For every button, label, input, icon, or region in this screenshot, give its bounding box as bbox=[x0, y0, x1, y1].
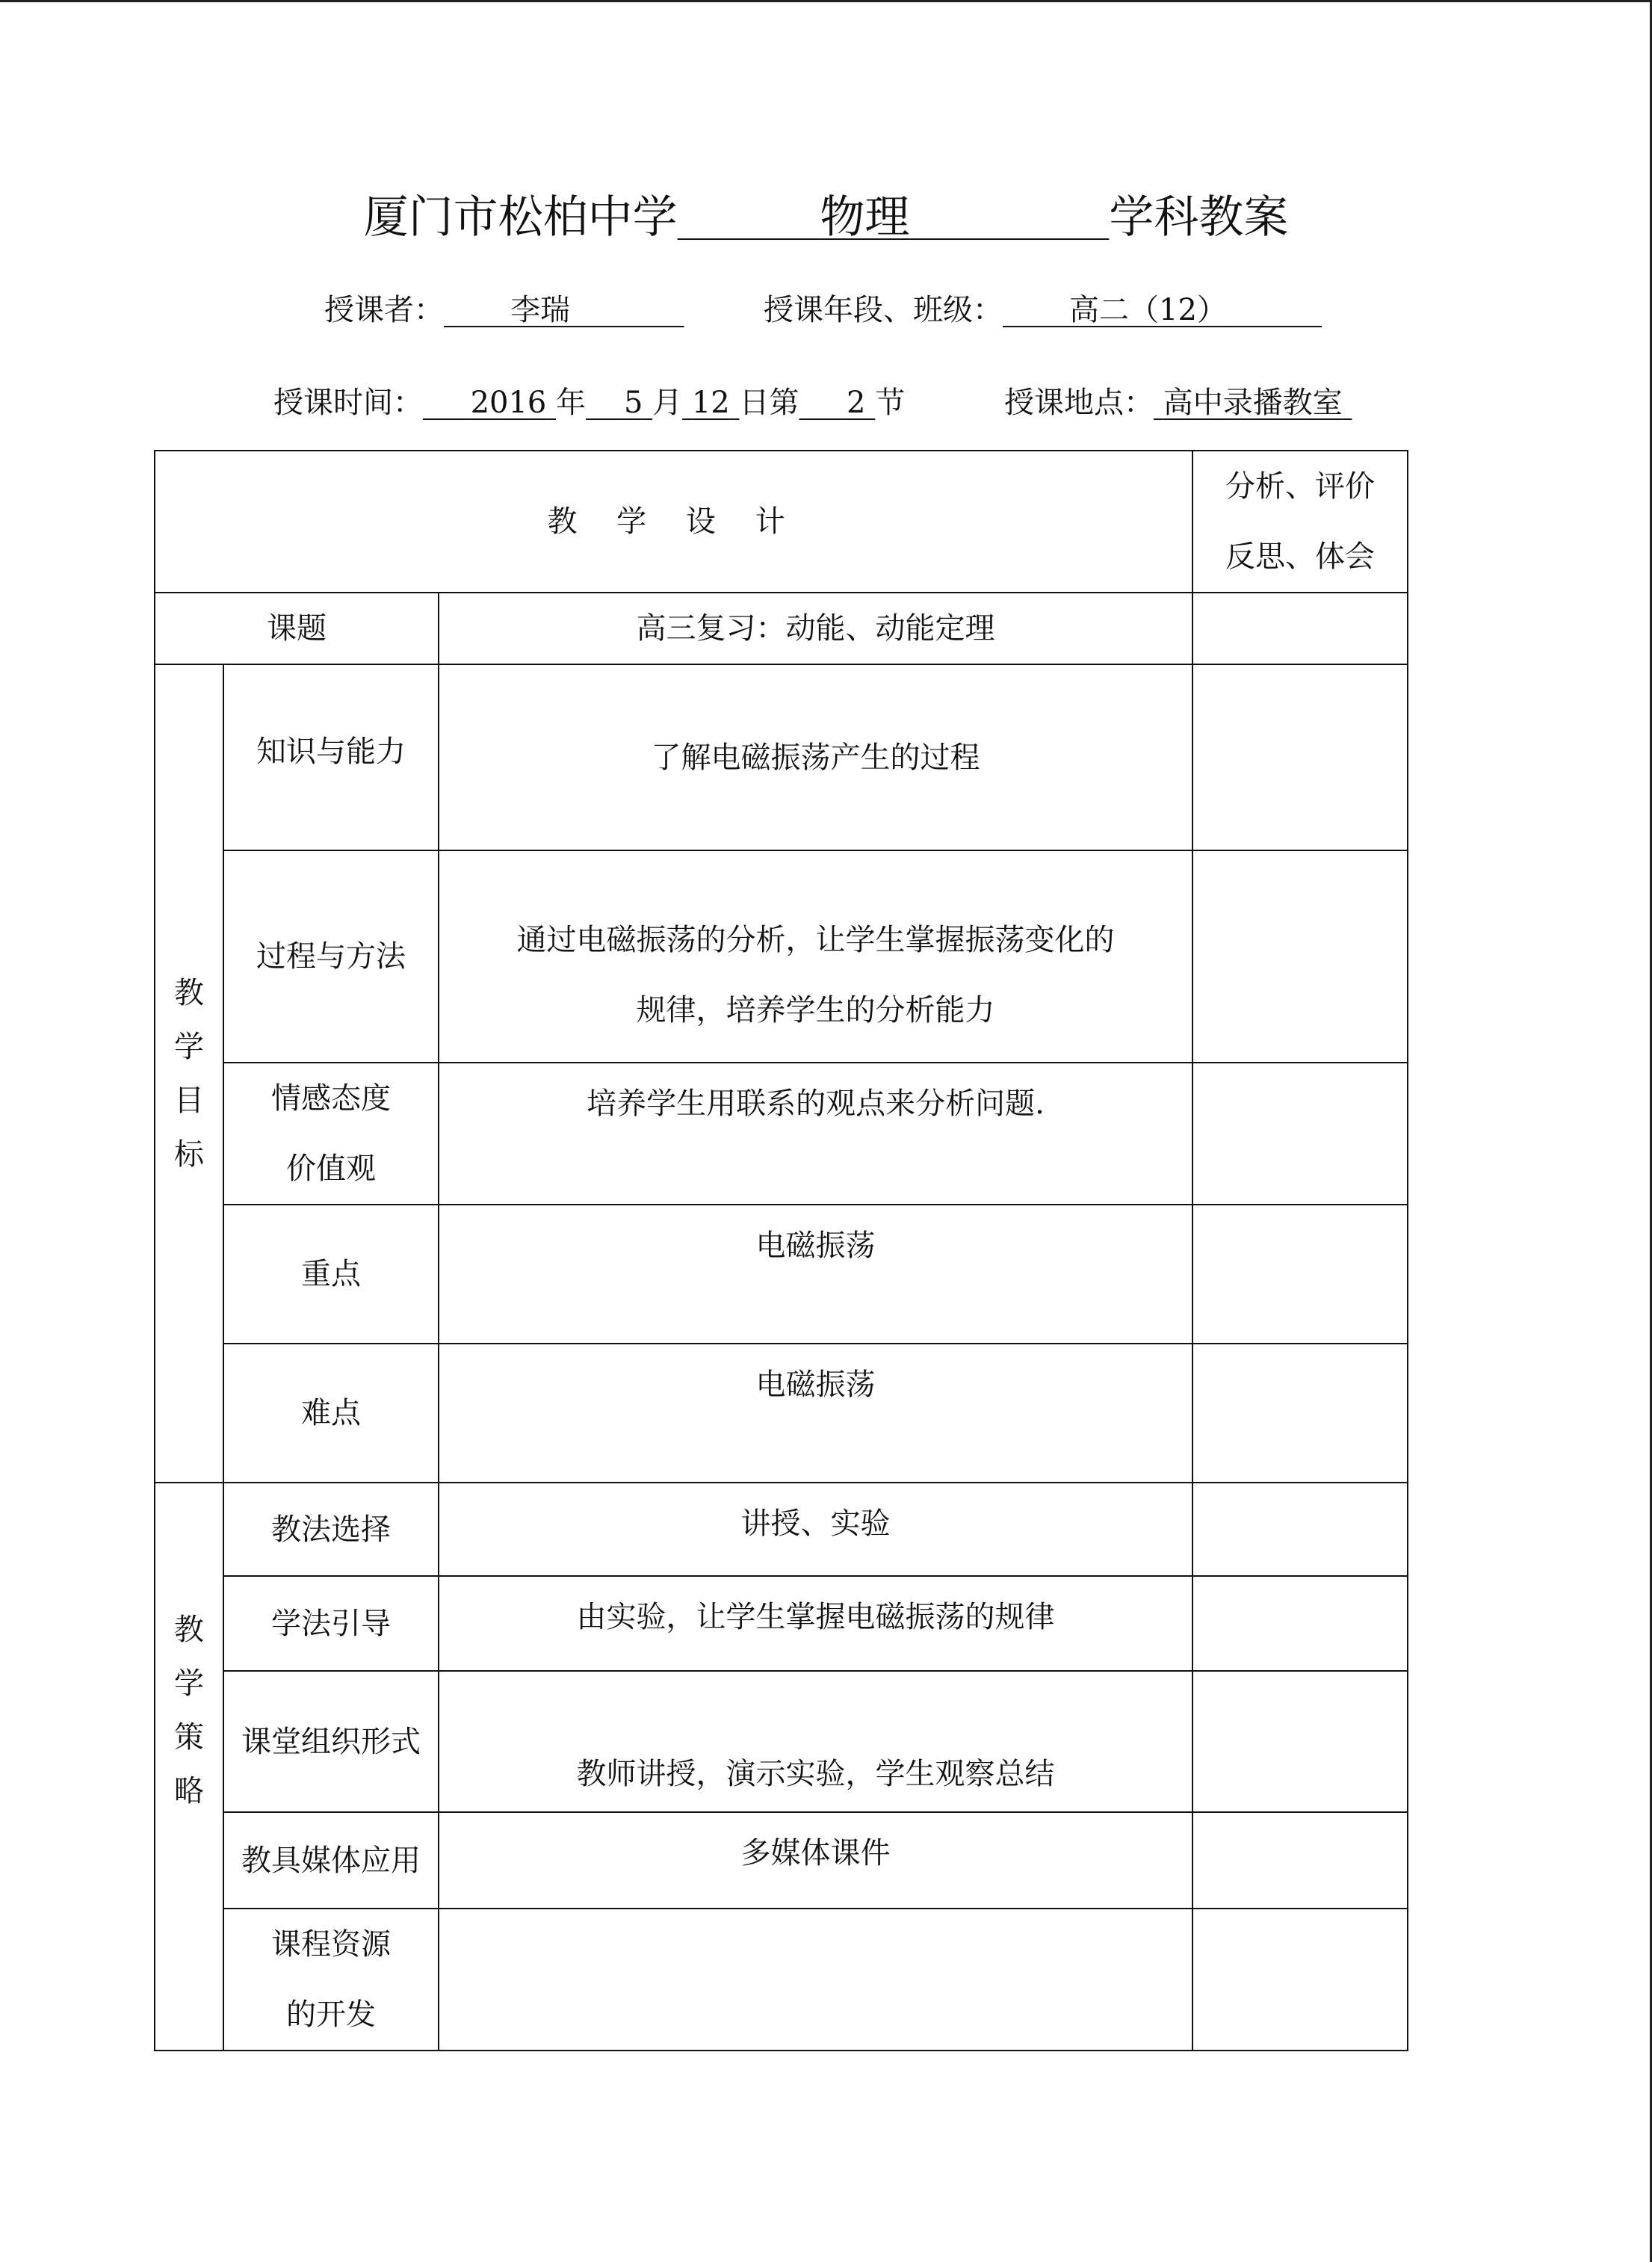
day-blank bbox=[682, 386, 739, 420]
process-value-line2: 规律，培养学生的分析能力 bbox=[636, 993, 995, 1028]
design-header: 教 学 设 计 bbox=[155, 451, 1192, 593]
resources-value bbox=[439, 1909, 1192, 2051]
location: 高中录播教室 bbox=[1163, 386, 1343, 420]
strategy-method-row bbox=[155, 1483, 1408, 1576]
difficulty-label: 难点 bbox=[223, 1344, 439, 1483]
table-header-row bbox=[155, 451, 1408, 593]
grade-label: 授课年段、班级： bbox=[764, 293, 1003, 327]
resources-review-cell bbox=[1192, 1909, 1408, 2051]
goal-attitude-row bbox=[155, 1063, 1408, 1205]
goal-knowledge-row bbox=[155, 664, 1408, 850]
time-field bbox=[273, 383, 905, 423]
time-label: 授课时间： bbox=[273, 386, 423, 420]
month-blank bbox=[586, 386, 652, 420]
difficulty-row bbox=[155, 1344, 1408, 1483]
key-point-label: 重点 bbox=[223, 1205, 439, 1344]
media-review-cell bbox=[1192, 1812, 1408, 1909]
attitude-label-line2: 价值观 bbox=[286, 1152, 376, 1186]
organization-label: 课堂组织形式 bbox=[223, 1671, 439, 1812]
strategy-learning-row bbox=[155, 1576, 1408, 1671]
review-header bbox=[1192, 451, 1408, 593]
goals-group-char-2: 学 bbox=[174, 1029, 204, 1064]
resources-label-line1: 课程资源 bbox=[271, 1927, 391, 1962]
goal-process-row bbox=[155, 850, 1408, 1063]
month: 5 bbox=[623, 386, 643, 420]
goals-group-char-1: 教 bbox=[174, 975, 204, 1010]
location-field bbox=[1004, 383, 1352, 423]
teacher-field bbox=[324, 290, 684, 330]
topic-review-cell bbox=[1192, 593, 1408, 664]
strategy-group-char-4: 略 bbox=[174, 1774, 204, 1808]
knowledge-review-cell bbox=[1192, 664, 1408, 850]
organization-value: 教师讲授，演示实验，学生观察总结 bbox=[439, 1671, 1192, 1812]
strategy-resources-row bbox=[155, 1909, 1408, 2051]
organization-review-cell bbox=[1192, 1671, 1408, 1812]
page-title bbox=[0, 191, 1652, 244]
teacher-label: 授课者： bbox=[324, 293, 444, 327]
day: 12 bbox=[691, 386, 730, 420]
teacher-name: 李瑞 bbox=[510, 293, 571, 327]
process-review-cell bbox=[1192, 850, 1408, 1063]
grade-field bbox=[764, 290, 1322, 330]
strategy-organization-row bbox=[155, 1671, 1408, 1812]
subject-blank bbox=[678, 191, 1110, 244]
attitude-review-cell bbox=[1192, 1063, 1408, 1205]
subject: 物理 bbox=[820, 191, 910, 244]
process-value bbox=[439, 850, 1192, 1063]
strategy-group-char-3: 策 bbox=[174, 1720, 204, 1755]
location-blank bbox=[1154, 386, 1352, 420]
topic-label: 课题 bbox=[155, 593, 439, 664]
key-point-row bbox=[155, 1205, 1408, 1344]
doc-title: 学科教案 bbox=[1109, 191, 1289, 244]
location-label: 授课地点： bbox=[1004, 386, 1154, 420]
year: 2016 bbox=[470, 386, 547, 420]
strategy-group-char-1: 教 bbox=[174, 1613, 204, 1647]
topic-value: 高三复习：动能、动能定理 bbox=[439, 593, 1192, 664]
key-point-value: 电磁振荡 bbox=[439, 1205, 1192, 1344]
strategy-group-label bbox=[155, 1483, 223, 2051]
teacher-blank bbox=[444, 293, 684, 327]
learning-label: 学法引导 bbox=[223, 1576, 439, 1671]
month-unit: 月 bbox=[652, 386, 683, 420]
attitude-value: 培养学生用联系的观点来分析问题. bbox=[439, 1063, 1192, 1205]
learning-review-cell bbox=[1192, 1576, 1408, 1671]
knowledge-value: 了解电磁振荡产生的过程 bbox=[439, 664, 1192, 850]
learning-value: 由实验，让学生掌握电磁振荡的规律 bbox=[439, 1576, 1192, 1671]
year-unit: 年 bbox=[556, 386, 587, 420]
period-blank bbox=[799, 386, 875, 420]
attitude-label bbox=[223, 1063, 439, 1205]
period: 2 bbox=[847, 386, 866, 420]
day-unit: 日第 bbox=[739, 386, 799, 420]
goals-group-char-3: 目 bbox=[174, 1083, 204, 1118]
goals-group-label bbox=[155, 664, 223, 1483]
grade-class: 高二（12） bbox=[1069, 293, 1227, 327]
media-label: 教具媒体应用 bbox=[223, 1812, 439, 1909]
process-value-line1: 通过电磁振荡的分析，让学生掌握振荡变化的 bbox=[516, 923, 1115, 957]
strategy-group-char-2: 学 bbox=[174, 1666, 204, 1701]
topic-row bbox=[155, 593, 1408, 664]
period-unit: 节 bbox=[875, 386, 906, 420]
page-border-top bbox=[0, 0, 1652, 2]
grade-blank bbox=[1003, 293, 1322, 327]
strategy-media-row bbox=[155, 1812, 1408, 1909]
knowledge-label: 知识与能力 bbox=[223, 664, 439, 850]
review-header-line1: 分析、评价 bbox=[1225, 469, 1376, 504]
difficulty-value: 电磁振荡 bbox=[439, 1344, 1192, 1483]
media-value: 多媒体课件 bbox=[439, 1812, 1192, 1909]
resources-label-line2: 的开发 bbox=[286, 1997, 376, 2032]
review-header-line2: 反思、体会 bbox=[1225, 540, 1376, 574]
school-name: 厦门市松柏中学 bbox=[363, 191, 678, 244]
difficulty-review-cell bbox=[1192, 1344, 1408, 1483]
process-label: 过程与方法 bbox=[223, 850, 439, 1063]
method-value: 讲授、实验 bbox=[439, 1483, 1192, 1576]
attitude-label-line1: 情感态度 bbox=[271, 1081, 391, 1116]
goals-group-char-4: 标 bbox=[174, 1137, 204, 1172]
method-label: 教法选择 bbox=[223, 1483, 439, 1576]
year-blank bbox=[423, 386, 556, 420]
lesson-plan-table bbox=[154, 450, 1408, 2051]
key-point-review-cell bbox=[1192, 1205, 1408, 1344]
resources-label bbox=[223, 1909, 439, 2051]
method-review-cell bbox=[1192, 1483, 1408, 1576]
